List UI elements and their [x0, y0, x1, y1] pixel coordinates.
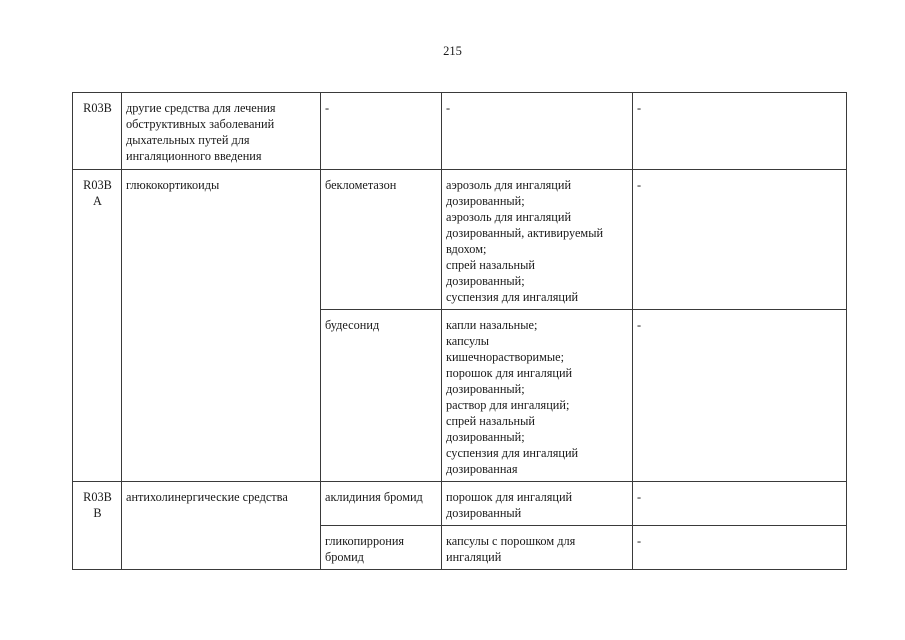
- dosage-form-line: суспензия для ингаляций: [446, 446, 579, 460]
- drug-name-cell: [321, 93, 442, 170]
- dosage-form-line: дозированный, активируемый: [446, 226, 604, 240]
- note-cell: [633, 482, 847, 526]
- drug-name-line: будесонид: [325, 318, 380, 332]
- drug-group-cell: [122, 170, 321, 482]
- dosage-form-cell: [442, 482, 633, 526]
- dosage-form-line: капсулы: [446, 334, 489, 348]
- dosage-form-line: дозированный;: [446, 382, 525, 396]
- note-text: -: [637, 490, 642, 504]
- dosage-form-line: -: [446, 101, 451, 115]
- note-text: -: [637, 534, 642, 548]
- dosage-form-line: кишечнорастворимые;: [446, 350, 565, 364]
- table-row: [73, 93, 847, 170]
- drug-name-line: гликопиррония: [325, 534, 405, 548]
- drug-group-line: обструктивных заболеваний: [126, 117, 275, 131]
- atc-code-line: R03B: [83, 101, 112, 115]
- dosage-form-line: дозированный;: [446, 430, 525, 444]
- drug-group-line: ингаляционного введения: [126, 149, 262, 163]
- drug-name-cell: [321, 526, 442, 570]
- dosage-form-line: порошок для ингаляций: [446, 366, 573, 380]
- dosage-form-line: капли назальные;: [446, 318, 538, 332]
- atc-code-line: B: [93, 506, 102, 520]
- dosage-form-line: спрей назальный: [446, 414, 535, 428]
- dosage-form-line: ингаляций: [446, 550, 502, 564]
- drug-group-line: глюкокортикоиды: [126, 178, 220, 192]
- atc-code-cell: [73, 482, 122, 570]
- dosage-form-line: дозированный;: [446, 274, 525, 288]
- dosage-form-line: порошок для ингаляций: [446, 490, 573, 504]
- note-cell: [633, 310, 847, 482]
- drug-name-line: беклометазон: [325, 178, 397, 192]
- page-number: 215: [443, 44, 462, 58]
- dosage-form-cell: [442, 170, 633, 310]
- drug-name-cell: [321, 482, 442, 526]
- drug-group-line: дыхательных путей для: [126, 133, 250, 147]
- note-cell: [633, 170, 847, 310]
- dosage-form-line: аэрозоль для ингаляций: [446, 210, 572, 224]
- drug-classification-table: [72, 92, 847, 570]
- drug-name-cell: [321, 170, 442, 310]
- drug-group-cell: [122, 93, 321, 170]
- dosage-form-line: капсулы с порошком для: [446, 534, 576, 548]
- dosage-form-line: дозированный;: [446, 194, 525, 208]
- dosage-form-line: вдохом;: [446, 242, 487, 256]
- note-cell: [633, 526, 847, 570]
- drug-group-line: антихолинергические средства: [126, 490, 288, 504]
- dosage-form-line: раствор для ингаляций;: [446, 398, 570, 412]
- note-text: -: [637, 101, 642, 115]
- note-cell: [633, 93, 847, 170]
- dosage-form-line: дозированный: [446, 506, 522, 520]
- note-text: -: [637, 178, 642, 192]
- drug-name-line: бромид: [325, 550, 364, 564]
- table-body: [73, 93, 847, 570]
- table-row: [73, 482, 847, 526]
- dosage-form-cell: [442, 526, 633, 570]
- drug-group-line: другие средства для лечения: [126, 101, 276, 115]
- dosage-form-line: дозированная: [446, 462, 518, 476]
- drug-name-line: -: [325, 101, 330, 115]
- drug-name-line: аклидиния бромид: [325, 490, 423, 504]
- atc-code-cell: [73, 93, 122, 170]
- atc-code-line: R03B: [83, 490, 112, 504]
- drug-group-cell: [122, 482, 321, 570]
- dosage-form-line: аэрозоль для ингаляций: [446, 178, 572, 192]
- dosage-form-cell: [442, 93, 633, 170]
- dosage-form-line: суспензия для ингаляций: [446, 290, 579, 304]
- dosage-form-cell: [442, 310, 633, 482]
- atc-code-line: R03B: [83, 178, 112, 192]
- table-row: [73, 170, 847, 310]
- atc-code-cell: [73, 170, 122, 482]
- note-text: -: [637, 318, 642, 332]
- dosage-form-line: спрей назальный: [446, 258, 535, 272]
- drug-name-cell: [321, 310, 442, 482]
- atc-code-line: A: [93, 194, 102, 208]
